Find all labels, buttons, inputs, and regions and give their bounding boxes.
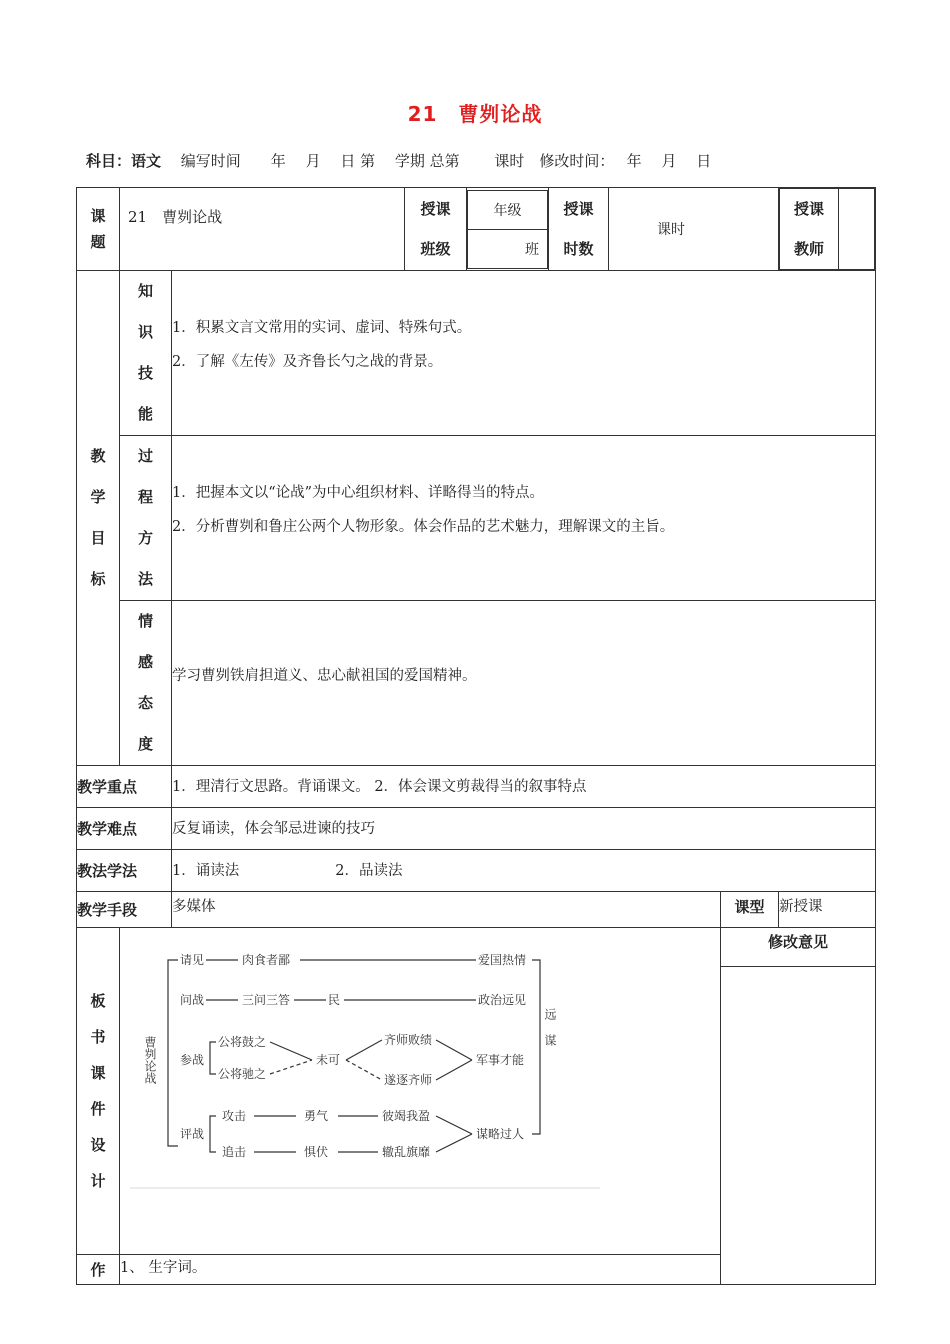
- root-bracket: [168, 960, 178, 1146]
- method-row: [77, 850, 876, 892]
- hours-value: 课时: [609, 188, 779, 271]
- teacher-label-1: 授课: [793, 200, 824, 218]
- r1-label: 请见: [180, 953, 205, 967]
- r4d-label: 惧伏: [304, 1145, 329, 1159]
- r3a-label: 公将鼓之: [218, 1035, 267, 1049]
- meta-subject: 语文: [131, 152, 162, 170]
- lesson-plan-table: [76, 187, 876, 1285]
- r2a-label: 三问三答: [242, 993, 291, 1007]
- r4a-label: 攻击: [222, 1109, 247, 1123]
- side-label: 远谋: [543, 1008, 557, 1060]
- knowledge-item-1: 1．积累文言文常用的实词、虚词、特殊句式。: [172, 320, 472, 336]
- process-item-2: 2．分析曹刿和鲁庄公两个人物形象。体会作品的艺术魅力，理解课文的主旨。: [172, 519, 675, 535]
- r3d-label: 齐师败绩: [384, 1033, 433, 1047]
- hours-label-2: 时数: [563, 240, 594, 258]
- r3e-label: 遂逐齐师: [384, 1073, 433, 1087]
- goals-label: [77, 271, 120, 766]
- meta-line: [86, 150, 711, 171]
- board-diagram: [120, 928, 720, 1254]
- r3c-label: 未可: [316, 1053, 341, 1067]
- knowledge-char-2: 识: [137, 323, 153, 341]
- homework-label: 作: [77, 1255, 120, 1285]
- knowledge-char-4: 能: [137, 405, 153, 423]
- class-label-1: 授课: [420, 200, 451, 218]
- r3b-label: 公将驰之: [218, 1067, 267, 1081]
- board-char-6: 计: [90, 1172, 106, 1190]
- r4-label: 评战: [180, 1127, 205, 1141]
- knowledge-char-3: 技: [137, 364, 153, 382]
- process-char-4: 法: [137, 570, 153, 588]
- board-char-2: 书: [90, 1028, 106, 1046]
- topic-value: 21 曹刿论战: [120, 188, 405, 271]
- board-char-5: 设: [90, 1136, 106, 1154]
- process-char-1: 过: [137, 447, 153, 465]
- ban-text: 班: [468, 229, 548, 268]
- root-label-1: 曹刿论战: [143, 1036, 157, 1084]
- r3f-label: 军事才能: [476, 1053, 525, 1067]
- grade-text: 年级: [468, 190, 548, 229]
- goals-char-4: 标: [90, 570, 106, 588]
- class-label: [405, 188, 467, 271]
- key-label: 教学重点: [77, 766, 172, 808]
- hours-label-1: 授课: [563, 200, 594, 218]
- emotion-char-3: 态: [137, 694, 153, 712]
- difficult-value: 反复诵读，体会邹忌进谏的技巧: [172, 808, 876, 850]
- r2c-label: 政治远见: [478, 993, 527, 1007]
- r4g-label: 谋略过人: [476, 1127, 525, 1141]
- r3-line-a: [270, 1042, 312, 1060]
- meta-rest: 编写时间 年 月 日 第 学期 总第 课时 修改时间： 年 月 日: [161, 152, 712, 170]
- knowledge-content: [172, 271, 876, 436]
- method-1: 1．诵读法: [172, 862, 240, 879]
- r1a-label: 肉食者鄙: [242, 953, 291, 967]
- emotion-char-1: 情: [137, 612, 153, 630]
- process-label: [120, 436, 172, 601]
- r2b-label: 民: [328, 993, 341, 1007]
- teacher-label: [780, 189, 839, 270]
- r3-line-f: [436, 1060, 472, 1080]
- r4c-label: 勇气: [304, 1109, 329, 1123]
- r4-line-f: [436, 1134, 472, 1152]
- r3-bracket: [210, 1042, 216, 1074]
- r3-line-b: [270, 1060, 312, 1074]
- teacher-value: [839, 189, 875, 270]
- knowledge-row: [77, 271, 876, 436]
- r4-line-e: [436, 1116, 472, 1134]
- knowledge-label: [120, 271, 172, 436]
- board-char-3: 课: [90, 1064, 106, 1082]
- topic-row: [77, 188, 876, 271]
- emotion-label: [120, 601, 172, 766]
- knowledge-char-1: 知: [137, 282, 153, 300]
- key-value: 1．理清行文思路。背诵课文。 2．体会课文剪裁得当的叙事特点: [172, 766, 876, 808]
- goals-char-1: 教: [90, 447, 106, 465]
- emotion-content: [172, 601, 876, 766]
- r4e-label: 彼竭我盈: [382, 1109, 431, 1123]
- difficult-label: 教学难点: [77, 808, 172, 850]
- difficult-row: [77, 808, 876, 850]
- goals-char-3: 目: [90, 529, 106, 547]
- r3-line-d: [346, 1060, 382, 1080]
- revise-cell: [721, 928, 876, 1285]
- teacher-cell: [779, 188, 876, 271]
- r3-line-e: [436, 1040, 472, 1060]
- key-row: [77, 766, 876, 808]
- goals-char-2: 学: [90, 488, 106, 506]
- process-item-1: 1．把握本文以“论战”为中心组织材料、详略得当的特点。: [172, 485, 545, 501]
- r4-bracket: [210, 1116, 216, 1152]
- emotion-item-1: 学习曹刿铁肩担道义、忠心献祖国的爱国精神。: [172, 668, 477, 684]
- board-diagram-cell: [120, 928, 721, 1255]
- r4b-label: 追击: [222, 1145, 247, 1159]
- means-value: 多媒体: [172, 892, 721, 928]
- emotion-char-2: 感: [137, 653, 153, 671]
- method-label: 教法学法: [77, 850, 172, 892]
- means-row: [77, 892, 876, 928]
- r1b-label: 爱国热情: [478, 953, 527, 967]
- hours-label: [549, 188, 609, 271]
- r4f-label: 辙乱旗靡: [382, 1145, 431, 1159]
- process-content: [172, 436, 876, 601]
- board-row: [77, 928, 876, 1255]
- means-label: 教学手段: [77, 892, 172, 928]
- process-char-2: 程: [137, 488, 153, 506]
- revise-label: 修改意见: [721, 928, 875, 967]
- class-label-2: 班级: [420, 240, 451, 258]
- grade-cell: [467, 188, 549, 271]
- document-title: 21 曹刿论战: [407, 102, 543, 126]
- knowledge-item-2: 2．了解《左传》及齐鲁长勺之战的背景。: [172, 354, 443, 370]
- method-value: [172, 850, 876, 892]
- homework-value: 1、 生字词。: [120, 1255, 721, 1285]
- method-2: 2．品读法: [335, 862, 403, 879]
- emotion-row: [77, 601, 876, 766]
- r3-label: 参战: [180, 1053, 205, 1067]
- r2-label: 问战: [180, 993, 205, 1007]
- process-char-3: 方: [137, 529, 153, 547]
- type-value: 新授课: [779, 892, 876, 928]
- r3-line-c: [346, 1040, 382, 1060]
- teacher-label-2: 教师: [793, 240, 824, 258]
- side-bracket: [532, 960, 540, 1134]
- type-label: 课型: [721, 892, 779, 928]
- board-char-1: 板: [90, 992, 106, 1010]
- emotion-char-4: 度: [137, 735, 153, 753]
- board-label: [77, 928, 120, 1255]
- meta-subject-label: 科目：: [86, 152, 132, 170]
- process-row: [77, 436, 876, 601]
- board-char-4: 件: [90, 1100, 106, 1118]
- topic-label: 课 题: [77, 188, 120, 271]
